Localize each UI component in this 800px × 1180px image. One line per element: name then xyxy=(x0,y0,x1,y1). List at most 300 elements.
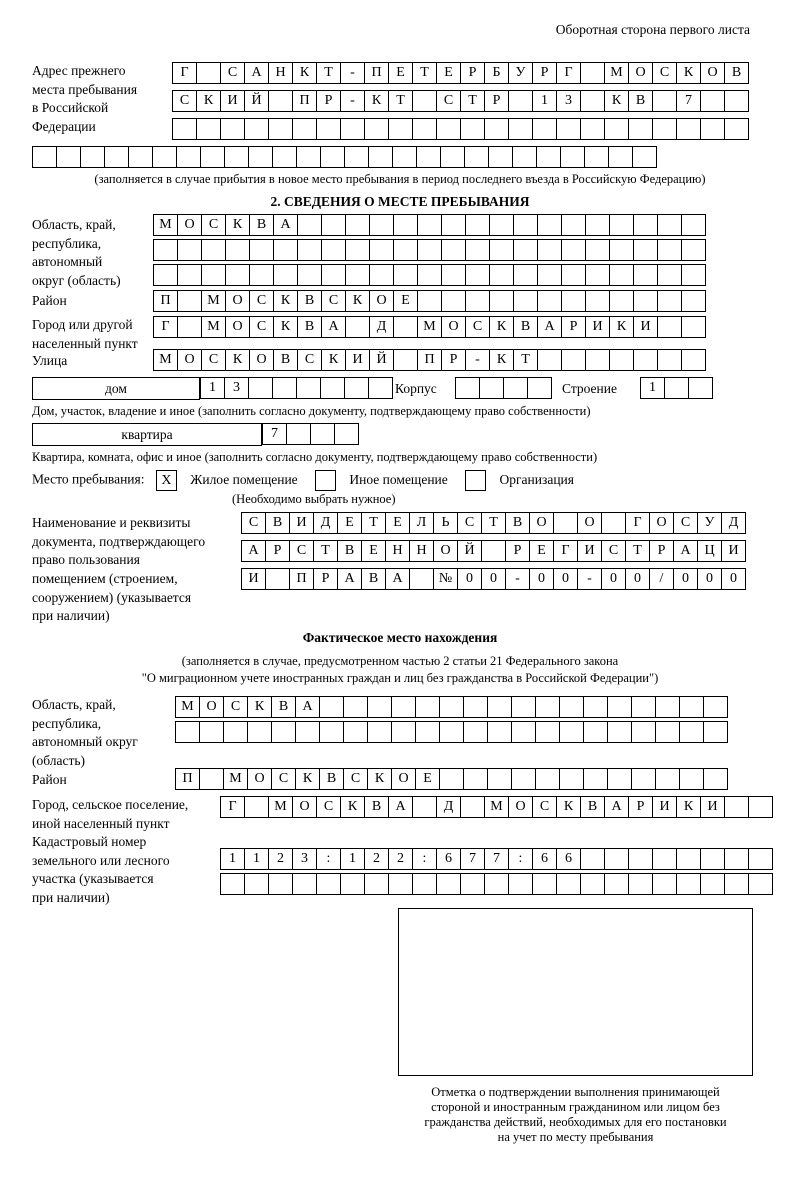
doc-r2-cell-1[interactable]: Р xyxy=(265,540,290,562)
section2-street-cell-12[interactable]: Р xyxy=(441,349,466,371)
flat-cell-1[interactable] xyxy=(286,423,311,445)
section3-region-r1-cell-11[interactable] xyxy=(439,696,464,718)
prev-address-r1-cell-21[interactable]: К xyxy=(676,62,701,84)
prev-address-r3-cell-8[interactable] xyxy=(364,118,389,140)
flat-cells[interactable] xyxy=(262,423,358,445)
section3-city-cell-12[interactable]: О xyxy=(508,796,533,818)
flat-cell-3[interactable] xyxy=(334,423,359,445)
prev-address-r4-cell-11[interactable] xyxy=(296,146,321,168)
section2-region-r1-cell-17[interactable] xyxy=(561,214,586,236)
prev-address-r4-cell-23[interactable] xyxy=(584,146,609,168)
section3-city-cell-20[interactable]: И xyxy=(700,796,725,818)
section3-district-cell-19[interactable] xyxy=(631,768,656,790)
cadastral-r2-cell-3[interactable] xyxy=(292,873,317,895)
section2-region-r1-cell-4[interactable]: В xyxy=(249,214,274,236)
section2-district-cell-0[interactable]: П xyxy=(153,290,178,312)
doc-r2-cell-15[interactable]: С xyxy=(601,540,626,562)
prev-address-r1-cell-5[interactable]: К xyxy=(292,62,317,84)
prev-address-r3-cell-5[interactable] xyxy=(292,118,317,140)
prev-address-r2-cell-6[interactable]: Р xyxy=(316,90,341,112)
section2-street-cell-1[interactable]: О xyxy=(177,349,202,371)
section2-city-cell-5[interactable]: К xyxy=(273,316,298,338)
section3-region-r1-cell-16[interactable] xyxy=(559,696,584,718)
section2-district-cell-19[interactable] xyxy=(609,290,634,312)
prev-address-r3-cell-15[interactable] xyxy=(532,118,557,140)
cadastral-row-2[interactable] xyxy=(220,873,772,895)
section2-region-r1-cell-0[interactable]: М xyxy=(153,214,178,236)
section3-region-r1-cell-2[interactable]: С xyxy=(223,696,248,718)
prev-address-r3-cell-7[interactable] xyxy=(340,118,365,140)
prev-address-r1-cell-7[interactable]: - xyxy=(340,62,365,84)
doc-r3-cell-12[interactable]: 0 xyxy=(529,568,554,590)
prev-address-r4-cell-2[interactable] xyxy=(80,146,105,168)
section2-district-cell-16[interactable] xyxy=(537,290,562,312)
doc-r2-cell-10[interactable] xyxy=(481,540,506,562)
doc-r3-cell-4[interactable]: А xyxy=(337,568,362,590)
section2-street-cell-2[interactable]: С xyxy=(201,349,226,371)
doc-r2-cell-20[interactable]: И xyxy=(721,540,746,562)
doc-r1-cell-10[interactable]: Т xyxy=(481,512,506,534)
section2-street-cell-11[interactable]: П xyxy=(417,349,442,371)
prev-address-r2-cell-0[interactable]: С xyxy=(172,90,197,112)
cadastral-r2-cell-20[interactable] xyxy=(700,873,725,895)
section2-region-r1-cell-13[interactable] xyxy=(465,214,490,236)
prev-address-r4-cell-5[interactable] xyxy=(152,146,177,168)
stroenie-cell-2[interactable] xyxy=(688,377,713,399)
section3-region-r1-cell-8[interactable] xyxy=(367,696,392,718)
section3-district-cell-6[interactable]: В xyxy=(319,768,344,790)
section3-region-r2-cell-4[interactable] xyxy=(271,721,296,743)
section2-region-r1-cell-19[interactable] xyxy=(609,214,634,236)
cadastral-r1-cell-17[interactable] xyxy=(628,848,653,870)
section2-street-cell-0[interactable]: М xyxy=(153,349,178,371)
prev-address-row-3[interactable] xyxy=(172,118,748,140)
section3-district-cell-15[interactable] xyxy=(535,768,560,790)
prev-address-r3-cell-17[interactable] xyxy=(580,118,605,140)
prev-address-r1-cell-14[interactable]: У xyxy=(508,62,533,84)
section3-region-r2-cell-13[interactable] xyxy=(487,721,512,743)
prev-address-r4-cell-17[interactable] xyxy=(440,146,465,168)
section2-district-cell-18[interactable] xyxy=(585,290,610,312)
section2-region-r1-cell-8[interactable] xyxy=(345,214,370,236)
prev-address-r4-cell-7[interactable] xyxy=(200,146,225,168)
section2-city-cell-18[interactable]: И xyxy=(585,316,610,338)
cadastral-r2-cell-11[interactable] xyxy=(484,873,509,895)
cadastral-r2-cell-15[interactable] xyxy=(580,873,605,895)
cadastral-r1-cell-20[interactable] xyxy=(700,848,725,870)
section3-region-r1-cell-18[interactable] xyxy=(607,696,632,718)
section3-district-cell-9[interactable]: О xyxy=(391,768,416,790)
cadastral-r1-cell-14[interactable]: 6 xyxy=(556,848,581,870)
cadastral-r1-cell-3[interactable]: 3 xyxy=(292,848,317,870)
prev-address-r1-cell-19[interactable]: О xyxy=(628,62,653,84)
doc-r1-cell-0[interactable]: С xyxy=(241,512,266,534)
section3-city-cell-14[interactable]: К xyxy=(556,796,581,818)
section2-region-r1-cell-15[interactable] xyxy=(513,214,538,236)
cadastral-r1-cell-10[interactable]: 7 xyxy=(460,848,485,870)
section2-region-r2-cell-10[interactable] xyxy=(393,239,418,261)
section3-region-r1-cell-9[interactable] xyxy=(391,696,416,718)
section3-region-r2-cell-6[interactable] xyxy=(319,721,344,743)
section3-region-row-1[interactable] xyxy=(175,696,727,718)
section2-street-cell-17[interactable] xyxy=(561,349,586,371)
section3-district-cell-20[interactable] xyxy=(655,768,680,790)
house-number-cell-6[interactable] xyxy=(344,377,369,399)
cadastral-r1-cell-8[interactable]: : xyxy=(412,848,437,870)
doc-r1-cell-5[interactable]: Т xyxy=(361,512,386,534)
doc-r2-cell-3[interactable]: Т xyxy=(313,540,338,562)
section2-city-cell-21[interactable] xyxy=(657,316,682,338)
section3-region-r2-cell-22[interactable] xyxy=(703,721,728,743)
doc-r2-cell-11[interactable]: Р xyxy=(505,540,530,562)
doc-r3-cell-16[interactable]: 0 xyxy=(625,568,650,590)
section2-district-cell-2[interactable]: М xyxy=(201,290,226,312)
doc-r3-cell-19[interactable]: 0 xyxy=(697,568,722,590)
checkbox-residential[interactable]: X xyxy=(156,470,177,491)
stamp-box[interactable] xyxy=(398,908,753,1076)
section2-street-cell-7[interactable]: К xyxy=(321,349,346,371)
prev-address-r3-cell-20[interactable] xyxy=(652,118,677,140)
doc-r1-cell-9[interactable]: С xyxy=(457,512,482,534)
prev-address-r4-cell-9[interactable] xyxy=(248,146,273,168)
section2-street-cell-15[interactable]: Т xyxy=(513,349,538,371)
section2-district-cell-15[interactable] xyxy=(513,290,538,312)
cadastral-r2-cell-13[interactable] xyxy=(532,873,557,895)
section2-region-r3-cell-7[interactable] xyxy=(321,264,346,286)
section2-region-r1-cell-16[interactable] xyxy=(537,214,562,236)
cadastral-r1-cell-13[interactable]: 6 xyxy=(532,848,557,870)
prev-address-r4-cell-3[interactable] xyxy=(104,146,129,168)
section2-district-cell-8[interactable]: К xyxy=(345,290,370,312)
section2-city-cell-2[interactable]: М xyxy=(201,316,226,338)
section2-district-row[interactable] xyxy=(153,290,705,312)
prev-address-r2-cell-3[interactable]: Й xyxy=(244,90,269,112)
cadastral-row-1[interactable] xyxy=(220,848,772,870)
doc-r3-cell-3[interactable]: Р xyxy=(313,568,338,590)
cadastral-r2-cell-4[interactable] xyxy=(316,873,341,895)
doc-r2-cell-2[interactable]: С xyxy=(289,540,314,562)
section3-region-r2-cell-1[interactable] xyxy=(199,721,224,743)
section2-district-cell-21[interactable] xyxy=(657,290,682,312)
section3-region-r2-cell-9[interactable] xyxy=(391,721,416,743)
section3-region-r2-cell-12[interactable] xyxy=(463,721,488,743)
section2-region-r2-cell-7[interactable] xyxy=(321,239,346,261)
checkbox-organization[interactable] xyxy=(465,470,486,491)
doc-r3-cell-14[interactable]: - xyxy=(577,568,602,590)
section2-region-r2-cell-20[interactable] xyxy=(633,239,658,261)
doc-r2-cell-6[interactable]: Н xyxy=(385,540,410,562)
section2-region-r2-cell-13[interactable] xyxy=(465,239,490,261)
section3-region-r1-cell-6[interactable] xyxy=(319,696,344,718)
section2-region-r3-cell-16[interactable] xyxy=(537,264,562,286)
section2-city-cell-14[interactable]: К xyxy=(489,316,514,338)
cadastral-r2-cell-5[interactable] xyxy=(340,873,365,895)
section2-district-cell-10[interactable]: Е xyxy=(393,290,418,312)
prev-address-r2-cell-12[interactable]: Т xyxy=(460,90,485,112)
prev-address-r2-cell-9[interactable]: Т xyxy=(388,90,413,112)
house-number-cell-7[interactable] xyxy=(368,377,393,399)
section3-region-r1-cell-4[interactable]: В xyxy=(271,696,296,718)
prev-address-r3-cell-11[interactable] xyxy=(436,118,461,140)
section2-city-cell-13[interactable]: С xyxy=(465,316,490,338)
prev-address-r3-cell-12[interactable] xyxy=(460,118,485,140)
section2-region-r2-cell-17[interactable] xyxy=(561,239,586,261)
prev-address-r3-cell-10[interactable] xyxy=(412,118,437,140)
section2-region-r3-cell-21[interactable] xyxy=(657,264,682,286)
doc-r2-cell-0[interactable]: А xyxy=(241,540,266,562)
doc-r3-cell-10[interactable]: 0 xyxy=(481,568,506,590)
doc-r2-cell-7[interactable]: Н xyxy=(409,540,434,562)
cadastral-r2-cell-14[interactable] xyxy=(556,873,581,895)
section2-street-cell-19[interactable] xyxy=(609,349,634,371)
prev-address-r4-cell-6[interactable] xyxy=(176,146,201,168)
section3-region-r2-cell-0[interactable] xyxy=(175,721,200,743)
section2-region-r3-cell-20[interactable] xyxy=(633,264,658,286)
section3-district-cell-7[interactable]: С xyxy=(343,768,368,790)
section2-region-r3-cell-5[interactable] xyxy=(273,264,298,286)
doc-r2-cell-5[interactable]: Е xyxy=(361,540,386,562)
cadastral-r2-cell-1[interactable] xyxy=(244,873,269,895)
prev-address-r4-cell-8[interactable] xyxy=(224,146,249,168)
section3-city-cell-15[interactable]: В xyxy=(580,796,605,818)
cadastral-r1-cell-6[interactable]: 2 xyxy=(364,848,389,870)
section3-city-cell-16[interactable]: А xyxy=(604,796,629,818)
cadastral-r2-cell-19[interactable] xyxy=(676,873,701,895)
section3-district-cell-8[interactable]: К xyxy=(367,768,392,790)
section2-region-r1-cell-6[interactable] xyxy=(297,214,322,236)
cadastral-r1-cell-2[interactable]: 2 xyxy=(268,848,293,870)
section2-region-r1-cell-3[interactable]: К xyxy=(225,214,250,236)
cadastral-r2-cell-12[interactable] xyxy=(508,873,533,895)
section3-city-cell-1[interactable] xyxy=(244,796,269,818)
section3-region-r2-cell-5[interactable] xyxy=(295,721,320,743)
doc-r2-cell-8[interactable]: О xyxy=(433,540,458,562)
doc-r3-cell-17[interactable]: / xyxy=(649,568,674,590)
prev-address-r2-cell-10[interactable] xyxy=(412,90,437,112)
prev-address-r2-cell-2[interactable]: И xyxy=(220,90,245,112)
section2-region-r3-cell-4[interactable] xyxy=(249,264,274,286)
section2-district-cell-7[interactable]: С xyxy=(321,290,346,312)
section2-region-r3-cell-3[interactable] xyxy=(225,264,250,286)
section2-region-r2-cell-1[interactable] xyxy=(177,239,202,261)
prev-address-r3-cell-9[interactable] xyxy=(388,118,413,140)
stroenie-cells[interactable] xyxy=(640,377,712,399)
prev-address-r1-cell-11[interactable]: Е xyxy=(436,62,461,84)
section2-region-r3-cell-14[interactable] xyxy=(489,264,514,286)
section3-region-r1-cell-15[interactable] xyxy=(535,696,560,718)
section2-city-cell-15[interactable]: В xyxy=(513,316,538,338)
prev-address-r2-cell-7[interactable]: - xyxy=(340,90,365,112)
section2-district-cell-11[interactable] xyxy=(417,290,442,312)
doc-r3-cell-20[interactable]: 0 xyxy=(721,568,746,590)
cadastral-r1-cell-21[interactable] xyxy=(724,848,749,870)
section3-district-cell-12[interactable] xyxy=(463,768,488,790)
doc-r1-cell-17[interactable]: О xyxy=(649,512,674,534)
prev-address-r2-cell-15[interactable]: 1 xyxy=(532,90,557,112)
prev-address-r4-cell-21[interactable] xyxy=(536,146,561,168)
section2-street-row[interactable] xyxy=(153,349,705,371)
section2-region-r2-cell-0[interactable] xyxy=(153,239,178,261)
doc-r2-cell-13[interactable]: Г xyxy=(553,540,578,562)
cadastral-r1-cell-4[interactable]: : xyxy=(316,848,341,870)
doc-r2-cell-4[interactable]: В xyxy=(337,540,362,562)
doc-r3-cell-2[interactable]: П xyxy=(289,568,314,590)
section3-region-r2-cell-18[interactable] xyxy=(607,721,632,743)
section2-city-cell-4[interactable]: С xyxy=(249,316,274,338)
cadastral-r2-cell-6[interactable] xyxy=(364,873,389,895)
section2-street-cell-4[interactable]: О xyxy=(249,349,274,371)
section2-region-r2-cell-4[interactable] xyxy=(249,239,274,261)
prev-address-r3-cell-16[interactable] xyxy=(556,118,581,140)
prev-address-r1-cell-6[interactable]: Т xyxy=(316,62,341,84)
section2-region-r3-cell-6[interactable] xyxy=(297,264,322,286)
doc-r3-cell-11[interactable]: - xyxy=(505,568,530,590)
prev-address-r1-cell-22[interactable]: О xyxy=(700,62,725,84)
prev-address-r3-cell-2[interactable] xyxy=(220,118,245,140)
section2-city-cell-0[interactable]: Г xyxy=(153,316,178,338)
prev-address-r1-cell-23[interactable]: В xyxy=(724,62,749,84)
section2-region-r1-cell-7[interactable] xyxy=(321,214,346,236)
section2-district-cell-14[interactable] xyxy=(489,290,514,312)
doc-r3-cell-1[interactable] xyxy=(265,568,290,590)
house-number-cell-2[interactable] xyxy=(248,377,273,399)
cadastral-r2-cell-9[interactable] xyxy=(436,873,461,895)
section2-region-r1-cell-21[interactable] xyxy=(657,214,682,236)
section3-region-r1-cell-13[interactable] xyxy=(487,696,512,718)
section2-street-cell-5[interactable]: В xyxy=(273,349,298,371)
prev-address-r3-cell-13[interactable] xyxy=(484,118,509,140)
prev-address-r1-cell-15[interactable]: Р xyxy=(532,62,557,84)
section3-region-r2-cell-21[interactable] xyxy=(679,721,704,743)
prev-address-r1-cell-10[interactable]: Т xyxy=(412,62,437,84)
section3-region-r1-cell-1[interactable]: О xyxy=(199,696,224,718)
section3-city-cell-3[interactable]: О xyxy=(292,796,317,818)
section2-region-row-3[interactable] xyxy=(153,264,705,286)
doc-r1-cell-20[interactable]: Д xyxy=(721,512,746,534)
section2-city-row[interactable] xyxy=(153,316,705,338)
cadastral-r2-cell-22[interactable] xyxy=(748,873,773,895)
prev-address-r3-cell-19[interactable] xyxy=(628,118,653,140)
prev-address-r4-cell-24[interactable] xyxy=(608,146,633,168)
prev-address-r4-cell-19[interactable] xyxy=(488,146,513,168)
section3-region-r2-cell-17[interactable] xyxy=(583,721,608,743)
doc-r1-cell-4[interactable]: Е xyxy=(337,512,362,534)
prev-address-r3-cell-23[interactable] xyxy=(724,118,749,140)
section2-street-cell-21[interactable] xyxy=(657,349,682,371)
doc-r1-cell-13[interactable] xyxy=(553,512,578,534)
prev-address-row-2[interactable] xyxy=(172,90,748,112)
section3-region-r2-cell-3[interactable] xyxy=(247,721,272,743)
doc-r3-cell-0[interactable]: И xyxy=(241,568,266,590)
section3-region-r2-cell-10[interactable] xyxy=(415,721,440,743)
prev-address-r3-cell-3[interactable] xyxy=(244,118,269,140)
doc-row-1[interactable] xyxy=(241,512,745,534)
section2-city-cell-10[interactable] xyxy=(393,316,418,338)
prev-address-r2-cell-21[interactable]: 7 xyxy=(676,90,701,112)
section2-region-r3-cell-10[interactable] xyxy=(393,264,418,286)
section2-street-cell-22[interactable] xyxy=(681,349,706,371)
prev-address-r3-cell-0[interactable] xyxy=(172,118,197,140)
section2-street-cell-16[interactable] xyxy=(537,349,562,371)
section2-city-cell-3[interactable]: О xyxy=(225,316,250,338)
section3-city-cell-0[interactable]: Г xyxy=(220,796,245,818)
korpus-cell-1[interactable] xyxy=(479,377,504,399)
section2-region-r1-cell-5[interactable]: А xyxy=(273,214,298,236)
prev-address-r4-cell-20[interactable] xyxy=(512,146,537,168)
cadastral-r1-cell-7[interactable]: 2 xyxy=(388,848,413,870)
cadastral-r2-cell-2[interactable] xyxy=(268,873,293,895)
korpus-cell-0[interactable] xyxy=(455,377,480,399)
section2-city-cell-1[interactable] xyxy=(177,316,202,338)
cadastral-r2-cell-8[interactable] xyxy=(412,873,437,895)
section3-district-cell-2[interactable]: М xyxy=(223,768,248,790)
section2-region-r2-cell-21[interactable] xyxy=(657,239,682,261)
doc-r1-cell-18[interactable]: С xyxy=(673,512,698,534)
doc-r3-cell-5[interactable]: В xyxy=(361,568,386,590)
prev-address-r1-cell-13[interactable]: Б xyxy=(484,62,509,84)
doc-r3-cell-7[interactable] xyxy=(409,568,434,590)
section3-city-cell-21[interactable] xyxy=(724,796,749,818)
section3-district-cell-16[interactable] xyxy=(559,768,584,790)
section3-region-r2-cell-19[interactable] xyxy=(631,721,656,743)
section2-region-r1-cell-22[interactable] xyxy=(681,214,706,236)
section3-city-cell-17[interactable]: Р xyxy=(628,796,653,818)
section2-region-r2-cell-15[interactable] xyxy=(513,239,538,261)
prev-address-r1-cell-0[interactable]: Г xyxy=(172,62,197,84)
prev-address-r1-cell-18[interactable]: М xyxy=(604,62,629,84)
section2-street-cell-14[interactable]: К xyxy=(489,349,514,371)
prev-address-r1-cell-8[interactable]: П xyxy=(364,62,389,84)
section2-region-r3-cell-17[interactable] xyxy=(561,264,586,286)
doc-row-2[interactable] xyxy=(241,540,745,562)
section2-region-r3-cell-0[interactable] xyxy=(153,264,178,286)
section3-city-cell-11[interactable]: М xyxy=(484,796,509,818)
prev-address-r4-cell-12[interactable] xyxy=(320,146,345,168)
section3-region-r2-cell-16[interactable] xyxy=(559,721,584,743)
section3-region-r1-cell-20[interactable] xyxy=(655,696,680,718)
doc-r2-cell-16[interactable]: Т xyxy=(625,540,650,562)
section2-region-r1-cell-18[interactable] xyxy=(585,214,610,236)
section3-city-cell-4[interactable]: С xyxy=(316,796,341,818)
section3-district-cell-22[interactable] xyxy=(703,768,728,790)
section3-region-r1-cell-0[interactable]: М xyxy=(175,696,200,718)
prev-address-r4-cell-16[interactable] xyxy=(416,146,441,168)
prev-address-r1-cell-1[interactable] xyxy=(196,62,221,84)
section2-city-cell-17[interactable]: Р xyxy=(561,316,586,338)
section2-street-cell-9[interactable]: Й xyxy=(369,349,394,371)
house-number-cells[interactable] xyxy=(200,377,392,399)
section3-region-r1-cell-17[interactable] xyxy=(583,696,608,718)
section2-district-cell-5[interactable]: К xyxy=(273,290,298,312)
prev-address-r2-cell-19[interactable]: В xyxy=(628,90,653,112)
section3-region-r2-cell-20[interactable] xyxy=(655,721,680,743)
section3-city-cell-8[interactable] xyxy=(412,796,437,818)
section3-district-cell-3[interactable]: О xyxy=(247,768,272,790)
section2-region-row-2[interactable] xyxy=(153,239,705,261)
house-number-cell-0[interactable]: 1 xyxy=(200,377,225,399)
house-number-cell-4[interactable] xyxy=(296,377,321,399)
cadastral-r1-cell-9[interactable]: 6 xyxy=(436,848,461,870)
prev-address-r3-cell-1[interactable] xyxy=(196,118,221,140)
section3-district-cell-13[interactable] xyxy=(487,768,512,790)
cadastral-r2-cell-18[interactable] xyxy=(652,873,677,895)
section3-region-r2-cell-2[interactable] xyxy=(223,721,248,743)
doc-r3-cell-9[interactable]: 0 xyxy=(457,568,482,590)
cadastral-r1-cell-11[interactable]: 7 xyxy=(484,848,509,870)
section2-region-r1-cell-10[interactable] xyxy=(393,214,418,236)
section3-city-cell-22[interactable] xyxy=(748,796,773,818)
prev-address-r2-cell-18[interactable]: К xyxy=(604,90,629,112)
